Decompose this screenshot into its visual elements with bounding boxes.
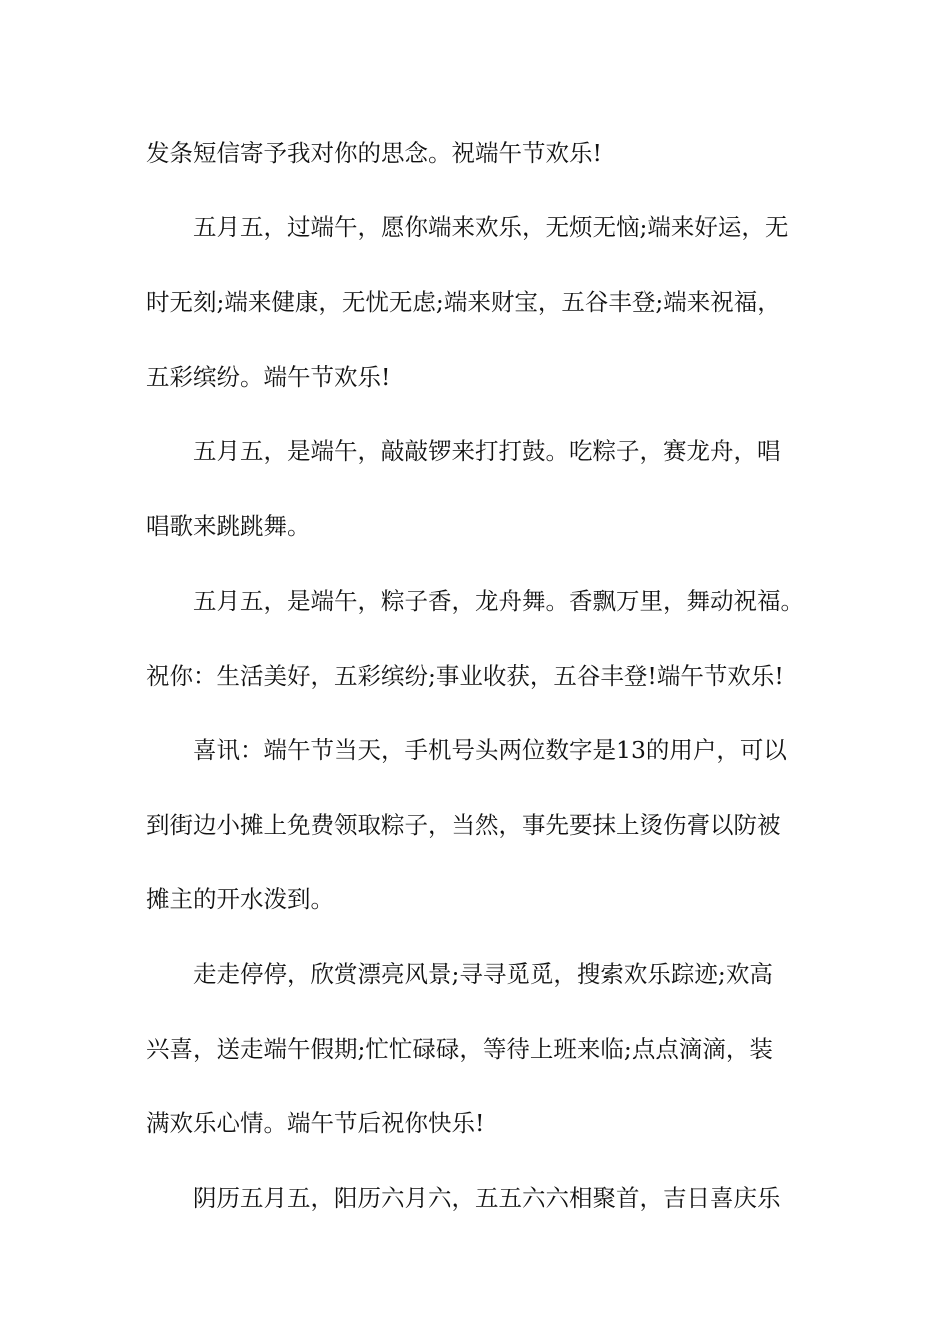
text-line-14: 满欢乐心情。端午节后祝你快乐! [146, 1109, 485, 1137]
text-line-15: 阴历五月五，阳历六月六，五五六六相聚首，吉日喜庆乐 [193, 1184, 781, 1212]
text-line-6: 唱歌来跳跳舞。 [146, 512, 311, 540]
text-line-8: 祝你：生活美好，五彩缤纷;事业收获，五谷丰登!端午节欢乐! [146, 662, 784, 690]
text-line-5: 五月五，是端午，敲敲锣来打打鼓。吃粽子，赛龙舟，唱 [193, 437, 781, 465]
text-line-13: 兴喜，送走端午假期;忙忙碌碌，等待上班来临;点点滴滴，装 [146, 1035, 773, 1063]
text-line-3: 时无刻;端来健康，无忧无虑;端来财宝，五谷丰登;端来祝福， [146, 288, 781, 316]
text-line-12: 走走停停，欣赏漂亮风景;寻寻觅觅，搜索欢乐踪迹;欢高 [193, 960, 773, 988]
text-line-1: 发条短信寄予我对你的思念。祝端午节欢乐! [146, 139, 602, 167]
text-line-2: 五月五，过端午，愿你端来欢乐，无烦无恼;端来好运，无 [193, 213, 789, 241]
text-line-7: 五月五，是端午，粽子香，龙舟舞。香飘万里，舞动祝福。 [193, 587, 804, 615]
text-line-11: 摊主的开水泼到。 [146, 885, 334, 913]
text-line-9: 喜讯：端午节当天，手机号头两位数字是13的用户，可以 [193, 736, 787, 764]
text-line-10: 到街边小摊上免费领取粽子，当然，事先要抹上烫伤膏以防被 [146, 811, 781, 839]
text-line-4: 五彩缤纷。端午节欢乐! [146, 363, 391, 391]
